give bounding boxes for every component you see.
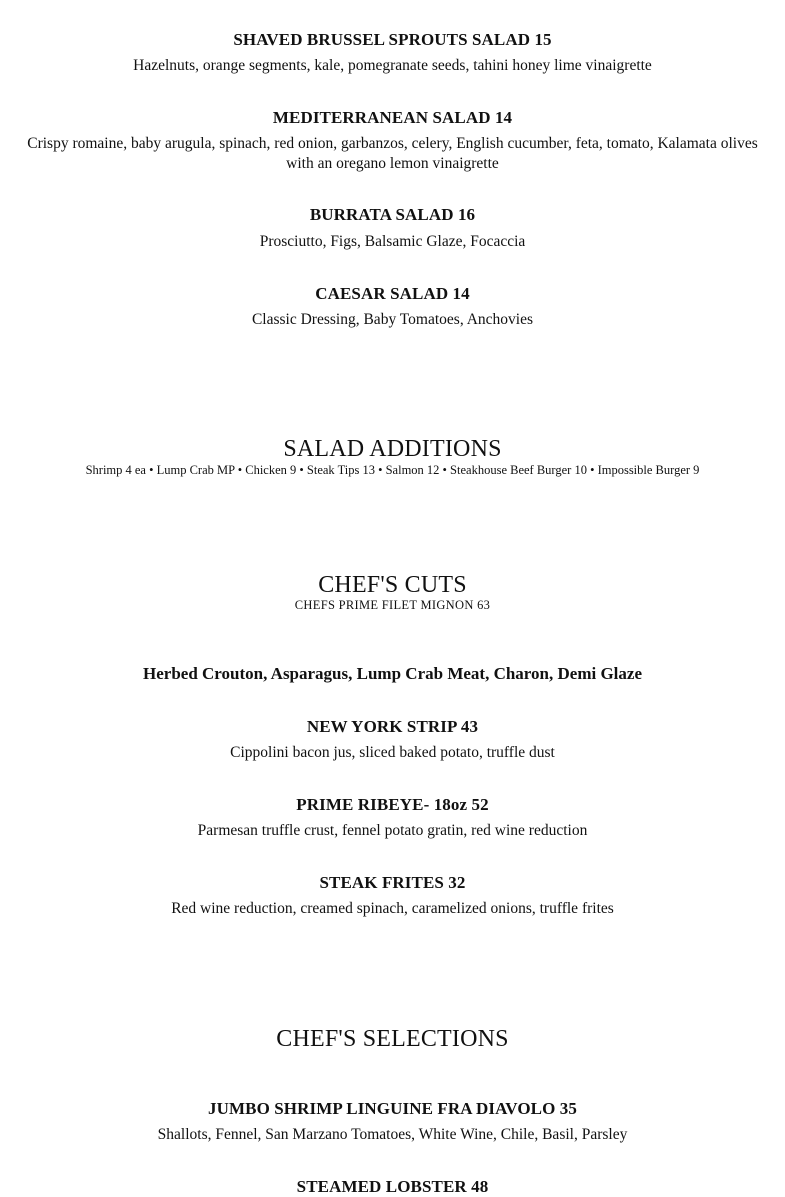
salad-additions-list: Shrimp 4 ea • Lump Crab MP • Chicken 9 • Steak Tips 13 • Salmon 12 • Steakhouse Beef Burger 10 • Impossible Burger 9 — [85, 463, 700, 477]
chefs-cuts-subtitle: CHEFS PRIME FILET MIGNON 63 — [294, 598, 491, 612]
salad-name: SHAVED BRUSSEL SPROUTS SALAD 15 — [233, 30, 552, 49]
cut-name: NEW YORK STRIP 43 — [306, 717, 479, 736]
section-title-chefs-selections: CHEF'S SELECTIONS — [276, 1026, 509, 1052]
salad-description: Prosciutto, Figs, Balsamic Glaze, Focaccia — [259, 233, 526, 250]
selection-name: STEAMED LOBSTER 48 — [296, 1177, 489, 1196]
salad-name: CAESAR SALAD 14 — [315, 284, 470, 303]
filet-description: Herbed Crouton, Asparagus, Lump Crab Meat, Charon, Demi Glaze — [143, 664, 642, 683]
selection-description: Shallots, Fennel, San Marzano Tomatoes, White Wine, Chile, Basil, Parsley — [157, 1126, 628, 1143]
salad-name: MEDITERRANEAN SALAD 14 — [272, 108, 513, 127]
cut-description: Cippolini bacon jus, sliced baked potato, truffle dust — [230, 744, 555, 761]
cut-name: STEAK FRITES 32 — [319, 873, 466, 892]
cut-name: PRIME RIBEYE- 18oz 52 — [296, 795, 489, 814]
salad-description: Classic Dressing, Baby Tomatoes, Anchovies — [251, 311, 534, 328]
salad-name: BURRATA SALAD 16 — [309, 205, 476, 224]
cut-description: Parmesan truffle crust, fennel potato gratin, red wine reduction — [197, 822, 588, 839]
cut-description: Red wine reduction, creamed spinach, caramelized onions, truffle frites — [171, 900, 614, 917]
salad-description: Crispy romaine, baby arugula, spinach, red onion, garbanzos, celery, English cucumber, feta, tomato, Kalamata olives with an oregano lemon vinaigrette — [27, 135, 758, 172]
salad-description: Hazelnuts, orange segments, kale, pomegranate seeds, tahini honey lime vinaigrette — [133, 57, 652, 74]
section-title-chefs-cuts: CHEF'S CUTS — [318, 572, 467, 598]
selection-name: JUMBO SHRIMP LINGUINE FRA DIAVOLO 35 — [208, 1099, 577, 1118]
section-title-salad-additions: SALAD ADDITIONS — [283, 436, 502, 462]
